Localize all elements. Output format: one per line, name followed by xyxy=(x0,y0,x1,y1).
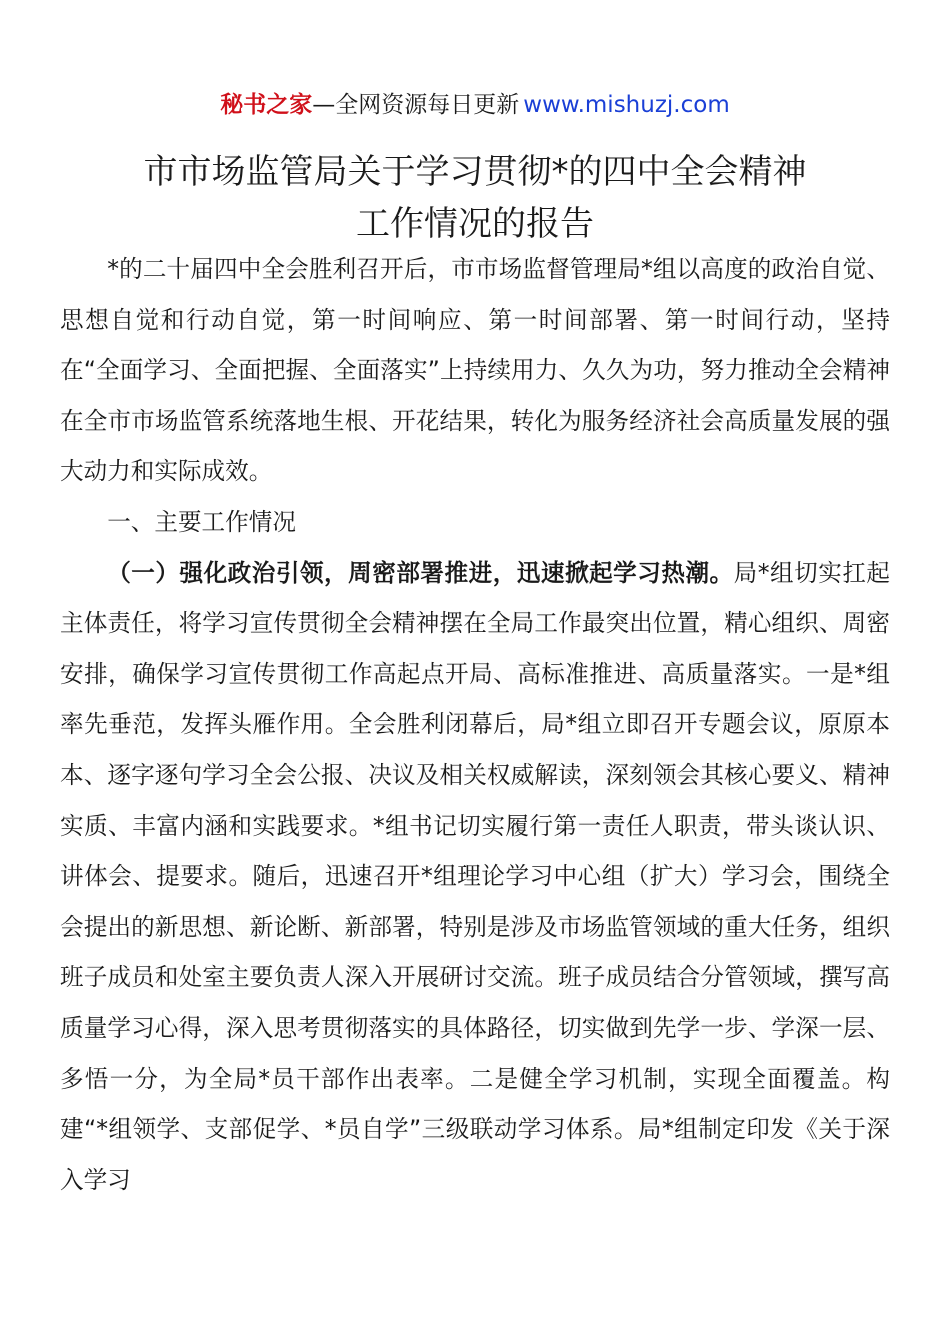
site-url-link[interactable]: www.mishuzj.com xyxy=(523,92,730,118)
title-line-2: 工作情况的报告 xyxy=(356,204,594,244)
section-heading: 一、主要工作情况 xyxy=(107,507,296,536)
intro-paragraph: *的二十届四中全会胜利召开后，市市场监督管理局*组以高度的政治自觉、思想自觉和行动自觉，第一时间响应、第一时间部署、第一时间行动，坚持在“全面学习、全面把握、全面落实”上持续用力、久久为功，努力推动全会精神在全市市场监管系统落地生根、开花结果，转化为服务经济社会高质量发展的强大动力和实际成效。 xyxy=(60,255,890,486)
brand-name: 秘书之家 xyxy=(220,92,313,118)
header-tagline: —全网资源每日更新 xyxy=(312,92,520,118)
subsection-heading: （一）强化政治引领，周密部署推进，迅速掀起学习热潮。 xyxy=(107,558,734,587)
subsection-paragraph xyxy=(60,548,890,1206)
document-body xyxy=(60,244,890,1205)
document-title xyxy=(60,146,890,250)
title-line-1: 市市场监管局关于学习贯彻*的四中全会精神 xyxy=(143,152,807,192)
subsection-body: 局*组切实扛起主体责任，将学习宣传贯彻全会精神摆在全局工作最突出位置，精心组织、周密安排，确保学习宣传贯彻工作高起点开局、高标准推进、高质量落实。一是*组率先垂范，发挥头雁作用。全会胜利闭幕后，局*组立即召开专题会议，原原本本、逐字逐句学习全会公报、决议及相关权威解读，深刻领会其核心要义、精神实质、丰富内涵和实践要求。*组书记切实履行第一责任人职责，带头谈认识、讲体会、提要求。随后，迅速召开*组理论学习中心组（扩大）学习会，围绕全会提出的新思想、新论断、新部署，特别是涉及市场监管领域的重大任务，组织班子成员和处室主要负责人深入开展研讨交流。班子成员结合分管领域，撰写高质量学习心得，深入思考贯彻落实的具体路径，切实做到先学一步、学深一层、多悟一分，为全局*员干部作出表率。二是健全学习机制，实现全面覆盖。构建“*组领学、支部促学、*员自学”三级联动学习体系。局*组制定印发《关于深入学习 xyxy=(60,558,891,1194)
page-header xyxy=(0,88,950,122)
